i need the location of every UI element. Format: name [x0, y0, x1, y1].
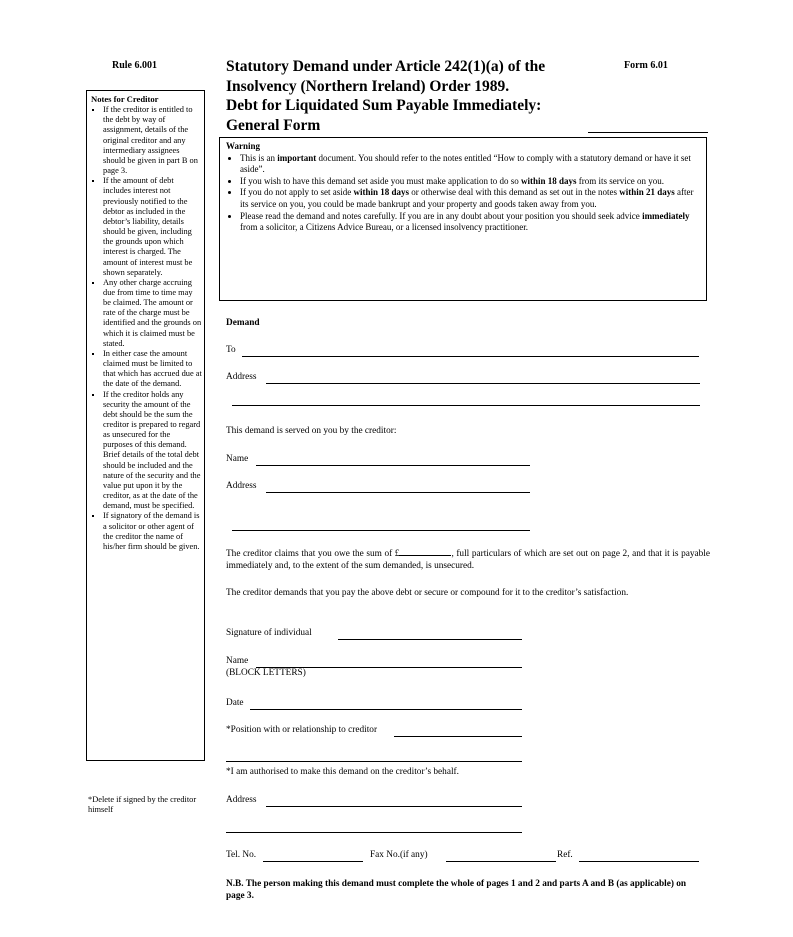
ref-label: Ref.: [557, 850, 573, 860]
notes-for-creditor: [86, 90, 205, 761]
signature-label: Signature of individual: [226, 628, 312, 638]
warning-item: • If you do not apply to set aside within 18 days or otherwise deal with this demand as set out in the notes within 21 days after its service on you, you could be made bankrupt and your property and goods taken away from you.: [240, 187, 698, 210]
position-field[interactable]: [394, 736, 522, 737]
note-item: ▪ If signatory of the demand is a solicitor or other agent of the creditor the name of his/her firm should be given.: [103, 511, 202, 552]
tel-label: Tel. No.: [226, 850, 257, 860]
creditor-address-label: Address: [226, 481, 257, 491]
note-item: ▪ If the amount of debt includes interest not previously notified to the debtor as included in the debtor’s liability, details should be given, including the grounds upon which interest is charged. The amount of interest must be shown separately.: [103, 176, 202, 278]
demand-heading: Demand: [226, 318, 260, 328]
date-label: Date: [226, 698, 244, 708]
creditor-name-field[interactable]: [256, 465, 530, 466]
demands-paragraph: The creditor demands that you pay the above debt or secure or compound for it to the creditor’s satisfaction.: [226, 588, 629, 598]
sum-field[interactable]: [399, 546, 451, 556]
signatory-name-label: Name: [226, 656, 249, 666]
position-label: *Position with or relationship to creditor: [226, 725, 378, 735]
warning-item: • If you wish to have this demand set aside you must make application to do so within 18 days from its service on you.: [240, 176, 698, 188]
document-title: [226, 57, 606, 135]
signature-field[interactable]: [338, 639, 522, 640]
signatory-address-label: Address: [226, 795, 257, 805]
creditor-address-field-line-2[interactable]: [232, 530, 530, 531]
title-rule: [588, 132, 708, 133]
note-item: ▪ If the creditor is entitled to the debt by way of assignment, details of the original creditor and any intermediary assignees should be given in part B on page 3.: [103, 105, 202, 176]
warning-item: • This is an important document. You should refer to the notes entitled “How to comply with a statutory demand or have it set aside”.: [240, 153, 698, 176]
claims-paragraph: The creditor claims that you owe the sum of £ , full particulars of which are set out on page 2, and that it is payable immediately and, to the extent of the sum demanded, is unsecured.: [226, 546, 710, 572]
title-line-4: General Form: [226, 116, 321, 134]
position-field-line-2[interactable]: [226, 761, 522, 762]
note-item: ▪ If the creditor holds any security the amount of the debt should be the sum the creditor is prepared to regard as unsecured for the purposes of this demand. Brief details of the total debt should be included and the nature of the security and the value put upon it by the creditor, as at the date of the demand, must be specified.: [103, 390, 202, 512]
signatory-address-field[interactable]: [266, 806, 522, 807]
nb-note: N.B. The person making this demand must complete the whole of pages 1 and 2 and parts A and B (as applicable) on page 3.: [226, 879, 687, 901]
notes-heading: Notes for Creditor: [91, 94, 159, 104]
address-field[interactable]: [266, 383, 700, 384]
creditor-name-label: Name: [226, 454, 249, 464]
delete-note: *Delete if signed by the creditor himself: [88, 795, 197, 814]
creditor-address-field[interactable]: [266, 492, 530, 493]
fax-label: Fax No.(if any): [370, 850, 428, 860]
fax-field[interactable]: [446, 861, 556, 862]
block-letters-label: (BLOCK LETTERS): [226, 668, 306, 678]
ref-field[interactable]: [579, 861, 699, 862]
title-line-1: Statutory Demand under Article 242(1)(a) of the: [226, 58, 546, 75]
warning-item: • Please read the demand and notes carefully. If you are in any doubt about your position you should seek advice immediately from a solicitor, a Citizens Advice Bureau, or a licensed insolvency practitioner.: [240, 211, 698, 234]
address-label: Address: [226, 372, 257, 382]
to-label: To: [226, 345, 236, 355]
note-item: ▪ In either case the amount claimed must be limited to that which has accrued due at the date of the demand.: [103, 349, 202, 390]
rule-number: Rule 6.001: [112, 60, 157, 71]
note-item: ▪ Any other charge accruing due from time to time may be claimed. The amount or rate of the charge must be identified and the grounds on which it is claimed must be stated.: [103, 278, 202, 349]
tel-field[interactable]: [263, 861, 363, 862]
authorised-text: *I am authorised to make this demand on the creditor’s behalf.: [226, 767, 459, 777]
signatory-address-field-line-2[interactable]: [226, 832, 522, 833]
title-line-2: Insolvency (Northern Ireland) Order 1989.: [226, 77, 510, 95]
title-line-3: Debt for Liquidated Sum Payable Immediately:: [226, 97, 542, 114]
to-field[interactable]: [242, 356, 699, 357]
warning-box: [219, 137, 707, 301]
warning-heading: Warning: [226, 141, 261, 151]
address-field-line-2[interactable]: [232, 405, 700, 406]
date-field[interactable]: [250, 709, 522, 710]
form-number: Form 6.01: [624, 60, 668, 71]
served-text: This demand is served on you by the creditor:: [226, 426, 397, 436]
